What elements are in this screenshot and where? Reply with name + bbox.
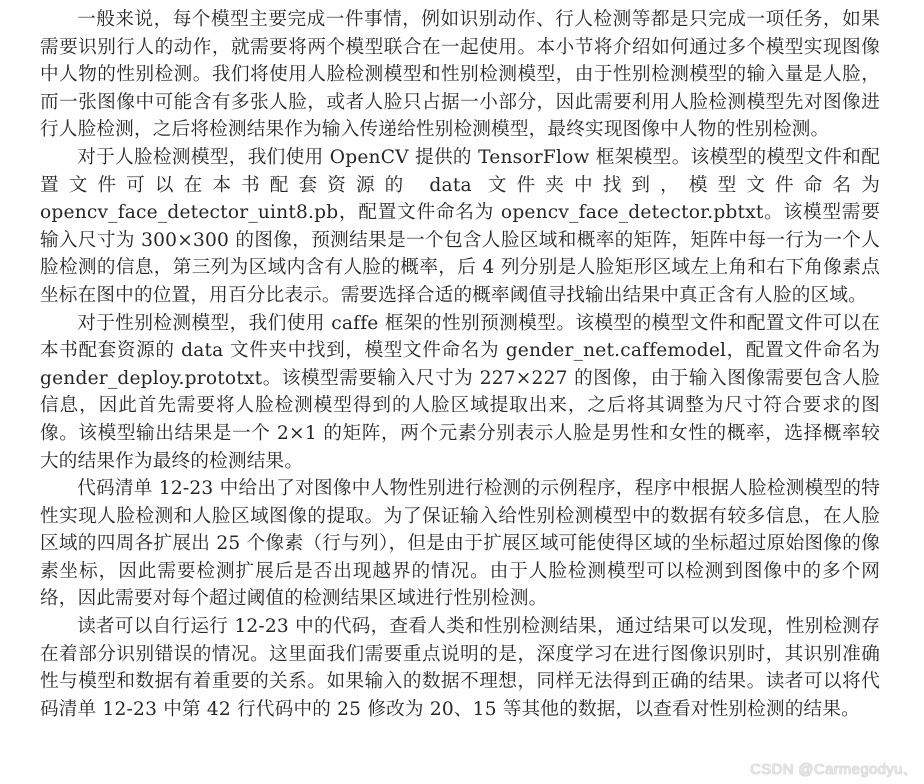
paragraph-intro: 一般来说，每个模型主要完成一件事情，例如识别动作、行人检测等都是只完成一项任务，如果需要识别行人的动作，就需要将两个模型联合在一起使用。本小节将介绍如何通过多个模型实现图像中人物的性别检测。我们将使用人脸检测模型和性别检测模型，由于性别检测模型的输入量是人脸，而一张图像中可能含有多张人脸，或者人脸只占据一小部分，因此需要利用人脸检测模型先对图像进行人脸检测，之后将检测结果作为输入传递给性别检测模型，最终实现图像中人物的性别检测。	[40, 9, 880, 141]
paragraph-gender-detection-model: 对于性别检测模型，我们使用 caffe 框架的性别预测模型。该模型的模型文件和配置文件可以在本书配套资源的 data 文件夹中找到，模型文件命名为 gender_net.caffemodel，配置文件命名为 gender_deploy.prototxt。该模型需要输入尺寸为 227×227 的图像，由于输入图像需要包含人脸信息，因此首先需要将人脸检测模型得到的人脸区域提取出来，之后将其调整为尺寸符合要求的图像。该模型输出结果是一个 2×1 的矩阵，两个元素分别表示人脸是男性和女性的概率，选择概率较大的结果作为最终的检测结果。	[40, 312, 880, 472]
paragraph-code-listing: 代码清单 12-23 中给出了对图像中人物性别进行检测的示例程序，程序中根据人脸检测模型的特性实现人脸检测和人脸区域图像的提取。为了保证输入给性别检测模型中的数据有较多信息，在人脸区域的四周各扩展出 25 个像素（行与列），但是由于扩展区域可能使得区域的坐标超过原始图像的像素坐标，因此需要检测扩展后是否出现越界的情况。由于人脸检测模型可以检测到图像中的多个网络，因此需要对每个超过阈值的检测结果区域进行性别检测。	[40, 478, 880, 610]
csdn-watermark: CSDN @Carmegodyu、	[750, 761, 918, 778]
body-text	[40, 6, 880, 723]
paragraph-face-detection-model: 对于人脸检测模型，我们使用 OpenCV 提供的 TensorFlow 框架模型。该模型的模型文件和配置文件可以在本书配套资源的 data 文件夹中找到，模型文件命名为 opencv_face_detector_uint8.pb，配置文件命名为 opencv_face_detector.pbtxt。该模型需要输入尺寸为 300×300 的图像，预测结果是一个包含人脸区域和概率的矩阵，矩阵中每一行为一个人脸检测的信息，第三列为区域内含有人脸的概率，后 4 列分别是人脸矩形区域左上角和右下角像素点坐标在图中的位置，用百分比表示。需要选择合适的概率阈值寻找输出结果中真正含有人脸的区域。	[40, 146, 880, 306]
paragraph-run-results: 读者可以自行运行 12-23 中的代码，查看人类和性别检测结果，通过结果可以发现，性别检测存在着部分识别错误的情况。这里面我们需要重点说明的是，深度学习在进行图像识别时，其识别准确性与模型和数据有着重要的关系。如果输入的数据不理想，同样无法得到正确的结果。读者可以将代码清单 12-23 中第 42 行代码中的 25 修改为 20、15 等其他的数据，以查看对性别检测的结果。	[40, 616, 880, 720]
